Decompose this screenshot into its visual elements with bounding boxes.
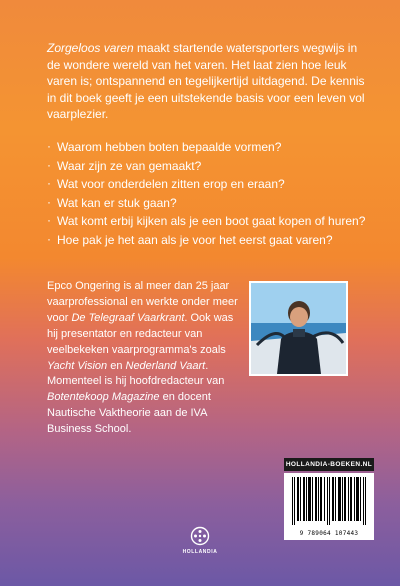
book-title: Zorgeloos varen (47, 41, 134, 55)
isbn-number: 9 789064 107443 (299, 530, 359, 537)
publisher-logo (182, 526, 218, 555)
author-photo-illustration (251, 283, 346, 374)
question-item: · Waarom hebben boten bepaalde vormen? (47, 138, 377, 157)
bio-text: is al meer dan 25 jaar vaarprofessional en werkte onder meer voor (47, 280, 238, 324)
publication-name: De Telegraaf Vaarkrant (71, 311, 185, 324)
bio-text: . Momenteel is hij hoofdredacteur van (47, 359, 225, 388)
publication-name: Botentekoop Magazine (47, 391, 160, 404)
question-item: · Wat kan er stuk gaan? (47, 194, 377, 213)
compass-icon (190, 526, 210, 546)
bio-text: en (107, 359, 126, 372)
author-name: Epco Ongering (47, 280, 121, 292)
bio-text: . Ook was hij presentator en redacteur van veelbekeken vaarprogramma's zoals (47, 311, 234, 356)
question-item: · Wat komt erbij kijken als je een boot gaat kopen of huren? (47, 212, 377, 231)
intro-paragraph (47, 40, 367, 123)
bio-text: en docent Nautische Vaktheorie aan de IVA Business School. (47, 391, 211, 436)
question-item: · Wat voor onderdelen zitten erop en eraan? (47, 175, 377, 194)
publication-name: Yacht Vision (47, 359, 108, 372)
publisher-name: HOLLANDIA (182, 549, 218, 555)
question-item: · Waar zijn ze van gemaakt? (47, 157, 377, 176)
publication-name: Nederland Vaart (125, 359, 206, 372)
author-bio (47, 279, 247, 438)
barcode-bars (284, 473, 374, 531)
website-label: HOLLANDIA-BOEKEN.NL (284, 458, 374, 471)
barcode (284, 473, 374, 540)
question-list (47, 138, 377, 250)
author-photo (249, 281, 348, 376)
question-item: · Hoe pak je het aan als je voor het eerst gaat varen? (47, 231, 377, 250)
intro-text: maakt startende watersporters wegwijs in de wondere wereld van het varen. Het laat zien hoe leuk varen is; ontspannend en tegelijkertijd uitdagend. De kennis in dit boek geeft je een uitstekende basis voor een leven vol vaarplezier. (47, 41, 365, 122)
